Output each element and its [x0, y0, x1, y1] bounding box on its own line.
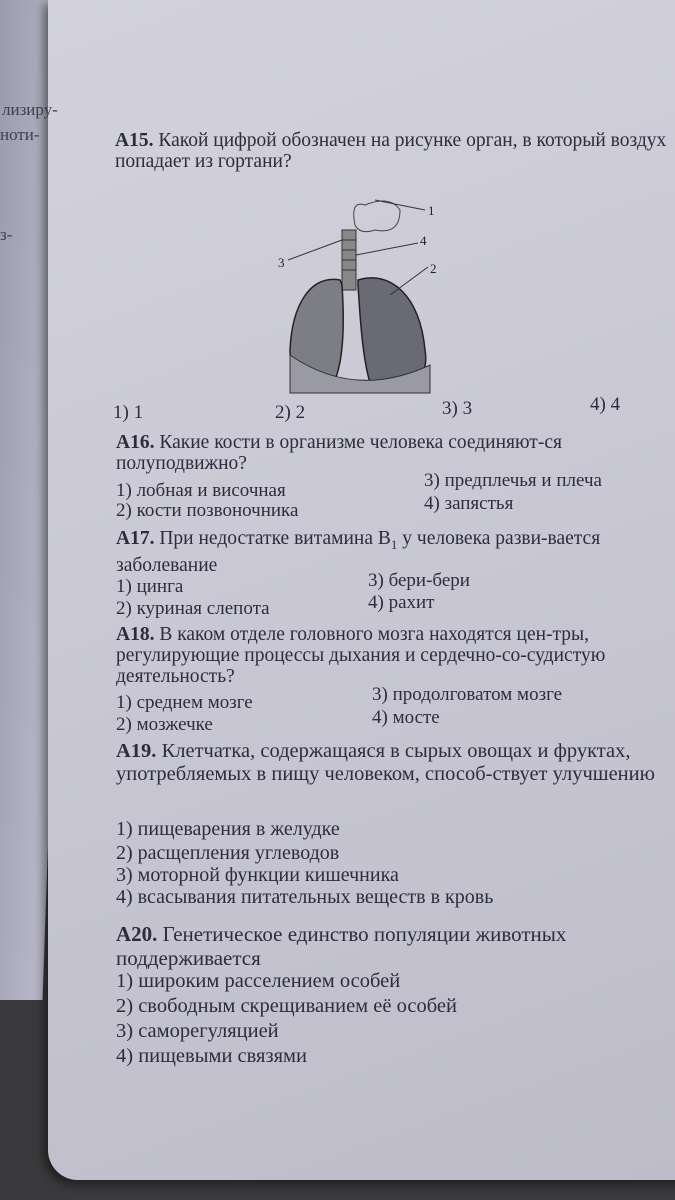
a20-option-2: 2) свободным скрещиванием её особей [116, 995, 457, 1017]
a17-option-2: 2) куриная слепота [116, 598, 270, 619]
a19-option-1: 1) пищеварения в желудке [116, 818, 340, 840]
a19-option-4: 4) всасывания питательных веществ в кровь [116, 886, 494, 908]
question-text: у человека разви-вается заболевание [116, 528, 601, 576]
a15-option-1: 1) 1 [113, 402, 144, 423]
a17-option-1: 1) цинга [116, 576, 184, 597]
a17-option-3: 3) бери-бери [368, 570, 470, 591]
a15-option-2: 2) 2 [275, 402, 306, 423]
a18-option-1: 1) среднем мозге [116, 692, 253, 713]
question-text: Какие кости в организме человека соединяют-ся полуподвижно? [116, 432, 562, 474]
a15-option-4: 4) 4 [590, 394, 621, 415]
a19-option-3: 3) моторной функции кишечника [116, 864, 399, 886]
a20-option-3: 3) саморегуляцией [116, 1020, 279, 1042]
subscript: 1 [390, 536, 398, 552]
diagram-label: 4 [420, 233, 427, 248]
question-a16 [116, 432, 667, 474]
question-text: Клетчатка, содержащаяся в сырых овощах и фруктах, употребляемых в пищу человеком, способ-ствует улучшению [116, 740, 655, 785]
question-a18 [116, 624, 667, 687]
a16-option-2: 2) кости позвоночника [116, 500, 299, 521]
a20-option-4: 4) пищевыми связями [116, 1045, 307, 1067]
question-label: А20. [116, 922, 158, 946]
question-text: В каком отделе головного мозга находятся цен-тры, регулирующие процессы дыхания и сердечно-со-судистую деятельность? [116, 624, 606, 687]
margin-fragment: ноти- [0, 125, 40, 144]
a16-option-1: 1) лобная и височная [116, 480, 286, 501]
a18-option-2: 2) мозжечке [116, 714, 213, 735]
margin-fragment: з- [0, 225, 13, 244]
question-a20 [116, 922, 675, 970]
diagram-label: 3 [278, 255, 285, 270]
a20-option-1: 1) широким расселением особей [116, 970, 401, 992]
question-label: А15. [115, 130, 154, 151]
question-label: А18. [116, 624, 155, 645]
question-a19 [116, 740, 670, 786]
a19-option-2: 2) расщепления углеводов [116, 842, 340, 864]
a17-option-4: 4) рахит [368, 592, 435, 613]
a16-option-4: 4) запястья [424, 493, 514, 514]
a16-option-3: 3) предплечья и плеча [424, 470, 602, 491]
a15-option-3: 3) 3 [442, 398, 473, 419]
diagram-label: 1 [428, 203, 435, 218]
lungs-diagram [270, 185, 460, 400]
margin-fragment: лизиру- [2, 100, 58, 119]
question-label: А16. [116, 432, 155, 453]
question-text: Какой цифрой обозначен на рисунке орган, в который воздух попадает из гортани? [115, 130, 667, 172]
question-label: А19. [116, 740, 157, 762]
question-label: А17. [116, 528, 155, 549]
diagram-label: 2 [430, 261, 437, 276]
question-a15 [115, 130, 667, 172]
a18-option-3: 3) продолговатом мозге [372, 684, 563, 705]
question-text: При недостатке витамина B [159, 528, 391, 549]
question-a17 [116, 528, 667, 576]
question-text: Генетическое единство популяции животных поддерживается [116, 922, 567, 970]
a18-option-4: 4) мосте [372, 707, 440, 728]
